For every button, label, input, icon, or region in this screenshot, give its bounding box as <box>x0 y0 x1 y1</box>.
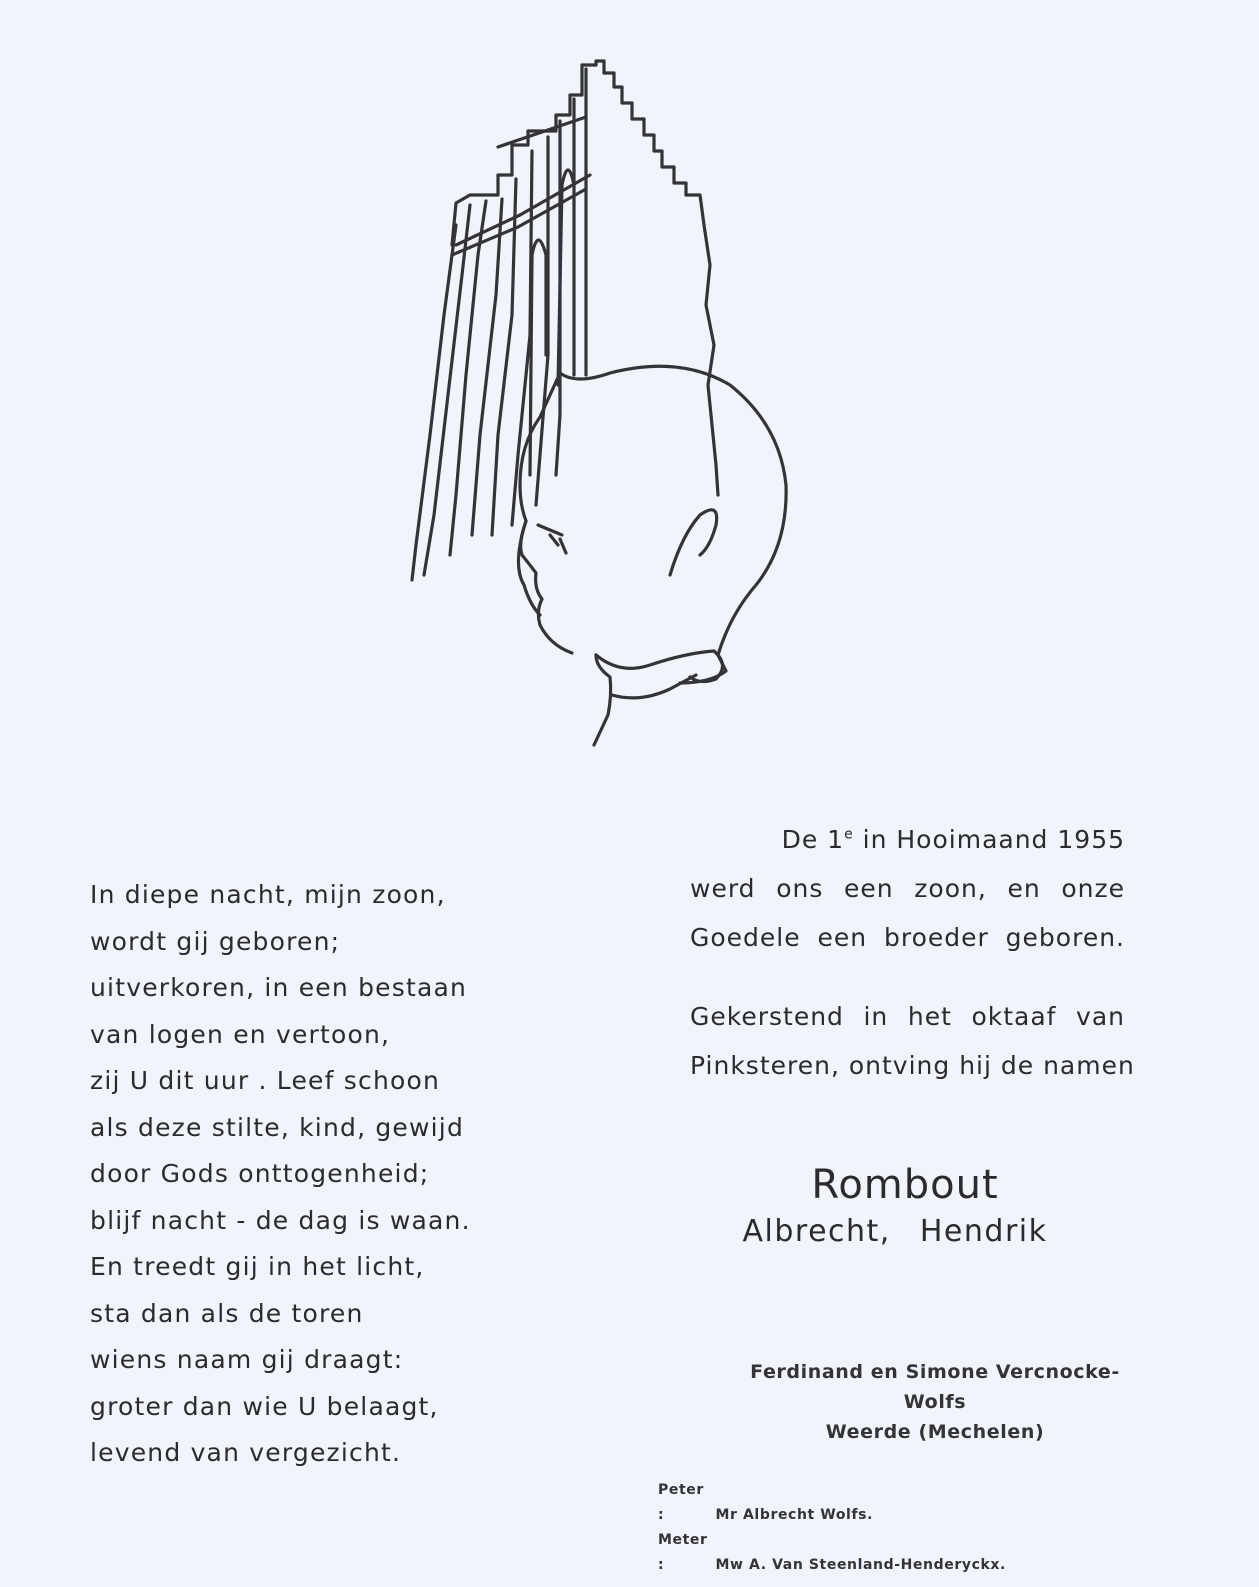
child-forehead <box>518 373 560 615</box>
poem-line: zij U dit uur . Leef schoon <box>90 1066 441 1095</box>
poem-line: door Gods onttogenheid; <box>90 1159 430 1188</box>
godmother-name: Mw A. Van Steenland-Henderyckx. <box>715 1557 1006 1573</box>
godmother-line <box>658 1528 1006 1578</box>
line-drawing <box>400 55 800 755</box>
announcement-line: Pinksteren, ontving hij de namen <box>690 1051 1135 1080</box>
poem-line: wiens naam gij draagt: <box>90 1345 404 1374</box>
child-shoulder <box>612 675 696 698</box>
poem-line: blijf nacht - de dag is waan. <box>90 1205 471 1235</box>
tower-pillar-10 <box>412 225 456 580</box>
poem-line: sta dan als de toren <box>90 1298 364 1328</box>
child-head <box>560 366 786 683</box>
birth-date <box>690 825 1125 854</box>
child-names <box>700 1162 1130 1249</box>
poem-line: groter dan wie U belaagt, <box>90 1391 439 1421</box>
tower-and-child-drawing <box>400 55 800 755</box>
tower-pillar-9 <box>424 205 470 575</box>
poem-line: als deze stilte, kind, gewijd <box>90 1112 465 1142</box>
godparents-block <box>658 1478 1006 1578</box>
poem-line: En treedt gij in het licht, <box>90 1252 425 1281</box>
godfather-name: Mr Albrecht Wolfs. <box>715 1507 873 1523</box>
tower-pillar-7 <box>472 199 502 535</box>
tower-band-2 <box>452 189 586 255</box>
parents-place: Weerde (Mechelen) <box>825 1421 1045 1443</box>
parents-names: Ferdinand en Simone Vercnocke-Wolfs <box>750 1361 1120 1413</box>
child-neck <box>594 655 611 745</box>
godfather-line <box>658 1478 1006 1528</box>
child-collar <box>596 651 723 682</box>
poem-line: wordt gij geboren; <box>90 926 341 956</box>
tower-window-left <box>530 240 546 475</box>
parents-block <box>720 1357 1150 1447</box>
announcement-line: Goedele een broeder geboren. <box>690 923 1125 952</box>
poem-line: In diepe nacht, mijn zoon, <box>90 880 446 909</box>
poem-line: uitverkoren, in een bestaan <box>90 973 468 1002</box>
child-ear <box>670 510 717 575</box>
birth-date-suffix: in Hooimaand 1955 <box>853 825 1125 854</box>
tower-band-1 <box>456 175 590 245</box>
poem <box>90 872 550 1477</box>
announcement-line: Gekerstend in het oktaaf van <box>690 1002 1125 1031</box>
poem-line: levend van vergezicht. <box>90 1438 402 1467</box>
tower-outline <box>582 61 718 495</box>
given-name: Rombout <box>811 1162 999 1208</box>
godfather-label: Peter : <box>658 1482 704 1523</box>
middle-names: Albrecht, Hendrik <box>742 1214 1048 1249</box>
announcement-line: werd ons een zoon, en onze <box>690 874 1125 903</box>
child-face <box>521 521 572 653</box>
birth-date-prefix: De 1 <box>781 825 845 854</box>
godmother-label: Meter : <box>658 1532 708 1573</box>
child-eye <box>538 525 566 553</box>
birth-date-ordinal: e <box>844 826 854 843</box>
birth-announcement <box>690 825 1135 1080</box>
poem-line: van logen en vertoon, <box>90 1019 391 1049</box>
